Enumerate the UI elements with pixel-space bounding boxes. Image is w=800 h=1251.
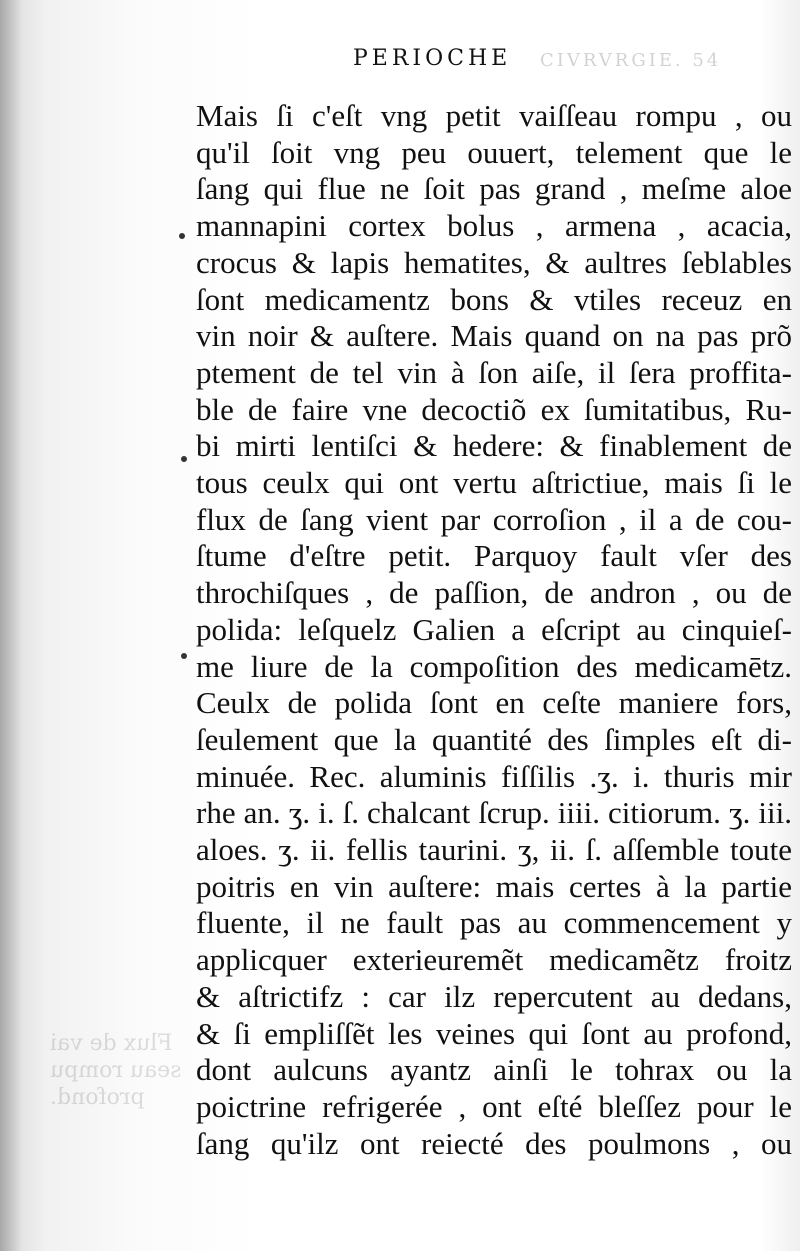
- text-line: ſang qui flue ne ſoit pas grand , meſme aloe: [196, 171, 792, 207]
- text-line: Mais ſi c'eſt vng petit vaiſſeau rompu , ou: [196, 98, 792, 133]
- text-line: ſang qu'ilz ont reiecté des poulmons , ou: [196, 1125, 792, 1161]
- text-line: tous ceulx qui ont vertu aſtrictiue, mais ſi le: [196, 465, 792, 501]
- text-line: & aſtrictifz : car ilz repercutent au dedans,: [196, 978, 792, 1014]
- running-head: PERIOCHE: [353, 46, 512, 71]
- text-line: mannapini cortex bolus , armena , acacia,: [196, 208, 792, 244]
- text-line: dont aulcuns ayantz ainſi le tohrax ou la: [196, 1052, 792, 1088]
- text-line: & ſi empliſſẽt les veines qui ſont au profond,: [196, 1015, 792, 1051]
- text-line: applicquer exterieuremẽt medicamẽtz froitz: [196, 942, 792, 978]
- body-text: [196, 98, 792, 1162]
- text-line: ſont medicamentz bons & vtiles receuz en: [196, 281, 792, 317]
- text-line: rhe an. ʒ. i. ſ. chalcant ſcrup. iiii. citiorum. ʒ. iii.: [196, 795, 792, 831]
- text-line: vin noir & auſtere. Mais quand on na pas prõ: [196, 318, 792, 354]
- text-line: crocus & lapis hematites, & aultres ſeblables: [196, 244, 792, 280]
- text-line: ptement de tel vin à ſon aiſe, il ſera proffita-: [196, 354, 792, 390]
- text-line: aloes. ʒ. ii. fellis taurini. ʒ, ii. ſ. aſſemble toute: [196, 832, 792, 868]
- text-line: fluente, il ne fault pas au commencement y: [196, 905, 792, 941]
- page-gutter-shadow: [0, 0, 22, 1251]
- text-line: bi mirti lentiſci & hedere: & finablement de: [196, 428, 792, 464]
- text-line: flux de ſang vient par corroſion , il a de cou-: [196, 501, 792, 537]
- text-line: ſtume d'eſtre petit. Parquoy fault vſer des: [196, 538, 792, 574]
- text-line: ble de faire vne decoctiõ ex ſumitatibus, Ru-: [196, 391, 792, 427]
- text-line: throchiſques , de paſſion, de andron , ou de: [196, 575, 792, 611]
- text-line: ſeulement que la quantité des ſimples eſt di-: [196, 721, 792, 757]
- bleed-through-running-head: CIVRVRGIE. 54: [540, 50, 722, 71]
- text-line: minuée. Rec. aluminis fiſſilis .ʒ. i. thuris mir: [196, 758, 792, 794]
- text-line: Ceulx de polida ſont en ceſte maniere fors,: [196, 685, 792, 721]
- bleed-through-margin-note: [50, 1030, 200, 1111]
- bleed-through-note-line: seau rompu: [50, 1058, 182, 1083]
- text-line: poictrine refrigerée , ont eſté bleſſez pour le: [196, 1088, 792, 1124]
- ink-speck: [179, 233, 185, 239]
- text-line: me liure de la compoſition des medicamētz.: [196, 648, 792, 684]
- text-line: poitris en vin auſtere: mais certes à la partie: [196, 868, 792, 904]
- ink-speck: [181, 653, 187, 659]
- bleed-through-note-line: Flux de vai: [50, 1031, 173, 1056]
- ink-speck: [181, 456, 187, 462]
- text-line: polida: leſquelz Galien a eſcript au cinquieſ-: [196, 611, 792, 647]
- text-line: qu'il ſoit vng peu ouuert, telement que le: [196, 134, 792, 170]
- bleed-through-note-line: profond.: [50, 1085, 145, 1110]
